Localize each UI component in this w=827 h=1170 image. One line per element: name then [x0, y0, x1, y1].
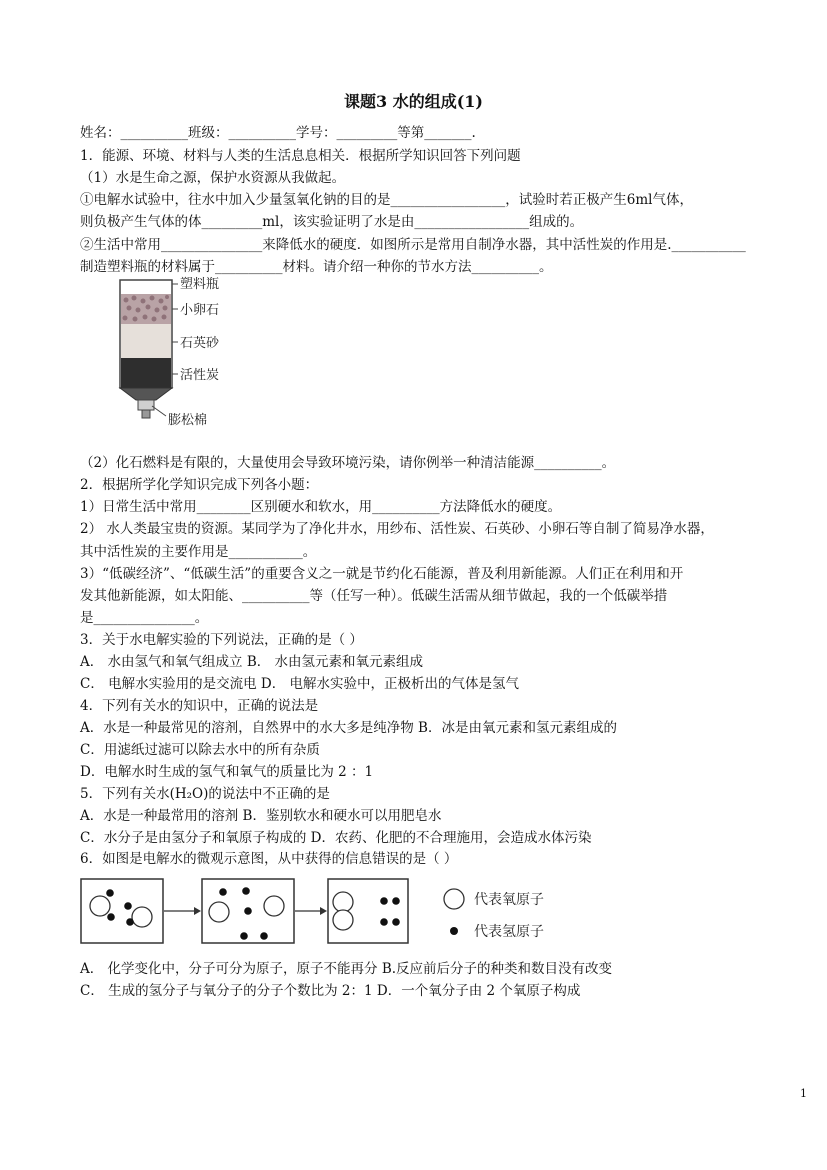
- label-sand: 石英砂: [180, 336, 220, 351]
- text-line: A．水是一种最常见的溶剂，自然界中的水大多是纯净物 B．冰是由氧元素和氢元素组成的: [80, 720, 617, 736]
- text-line: ②生活中常用_______________来降低水的硬度．如图所示是常用自制净水器，其中活性炭的作用是.___________: [80, 237, 746, 253]
- legend-oxygen: 代表氧原子: [474, 892, 544, 908]
- text-line: 2．根据所学化学知识完成下列各小题：: [80, 477, 319, 493]
- label-cotton: 膨松棉: [168, 413, 208, 428]
- text-line: 则负极产生气体的体_________ml，该实验证明了水是由_________________组成的。: [80, 214, 584, 230]
- text-line: 1．能源、环境、材料与人类的生活息息相关．根据所学知识回答下列问题: [80, 148, 521, 164]
- text-line: 5．下列有关水(H₂O)的说法中不正确的是: [80, 786, 330, 802]
- text-line: C．水分子是由氢分子和氧原子构成的 D．农药、化肥的不合理施用，会造成水体污染: [80, 830, 592, 846]
- text-line: 其中活性炭的主要作用是___________。: [80, 544, 317, 560]
- text-line: （1）水是生命之源，保护水资源从我做起。: [80, 170, 346, 186]
- text-line: ①电解水试验中，往水中加入少量氢氧化钠的目的是_________________，试验时若正极产生6ml气体，: [80, 192, 693, 208]
- page-title: 课题3 水的组成(1): [344, 92, 483, 111]
- sand-layer: [121, 324, 171, 358]
- text-line: 发其他新能源，如太阳能、__________等（任写一种）。低碳生活需从细节做起，我的一个低碳举措: [80, 588, 668, 604]
- text-line: C．用滤纸过滤可以除去水中的所有杂质: [80, 742, 320, 758]
- label-bottle: 塑料瓶: [180, 277, 220, 292]
- text-line: （2）化石燃料是有限的，大量使用会导致环境污染，请你例举一种清洁能源__________。: [80, 455, 616, 471]
- text-line: 姓名：__________班级：__________学号：_________等第_______.: [80, 125, 476, 141]
- text-line: D．电解水时生成的氢气和氧气的质量比为 2 ：1: [80, 764, 374, 780]
- text-line: C． 电解水实验用的是交流电 D． 电解水实验中，正极析出的气体是氢气: [80, 676, 520, 692]
- carbon-layer: [121, 358, 171, 388]
- text-line: C． 生成的氢分子与氧分子的分子个数比为 2：1 D．一个氧分子由 2 个氧原子构成: [80, 983, 581, 999]
- text-line: 4．下列有关水的知识中，正确的说法是: [80, 698, 319, 714]
- water-filter-figure: [110, 276, 260, 432]
- bottle-neck: [120, 388, 172, 400]
- label-pebbles: 小卵石: [180, 303, 220, 318]
- legend-hydrogen: 代表氢原子: [474, 924, 544, 940]
- text-line: 1）日常生活中常用________区别硬水和软水，用__________方法降低水的硬度。: [80, 499, 562, 515]
- oxygen-legend-icon: [444, 889, 464, 909]
- text-line: 是_______________。: [80, 610, 209, 626]
- text-line: A．水是一种最常用的溶剂 B．鉴别软水和硬水可以用肥皂水: [80, 808, 442, 824]
- molecule-figure: [80, 878, 600, 946]
- text-line: A． 化学变化中，分子可分为原子，原子不能再分 B.反应前后分子的种类和数目没有改变: [80, 961, 613, 977]
- text-line: 3）“低碳经济”、“低碳生活”的重要含义之一就是节约化石能源，普及利用新能源。人们正在利用和开: [80, 566, 684, 582]
- text-line: 制造塑料瓶的材料属于__________材料。请介绍一种你的节水方法__________。: [80, 259, 553, 275]
- text-line: 3．关于水电解实验的下列说法，正确的是（ ）: [80, 632, 363, 648]
- label-carbon: 活性炭: [180, 368, 220, 383]
- hydrogen-legend-icon: [450, 927, 458, 935]
- text-line: 2） 水人类最宝贵的资源。某同学为了净化井水，用纱布、活性炭、石英砂、小卵石等自制了简易净水器，: [80, 521, 714, 537]
- text-line: 6．如图是电解水的微观示意图，从中获得的信息错误的是（ ）: [80, 851, 458, 867]
- page-number: 1: [800, 1087, 807, 1100]
- text-line: A． 水由氢气和氧气组成立 B． 水由氢元素和氧元素组成: [80, 654, 424, 670]
